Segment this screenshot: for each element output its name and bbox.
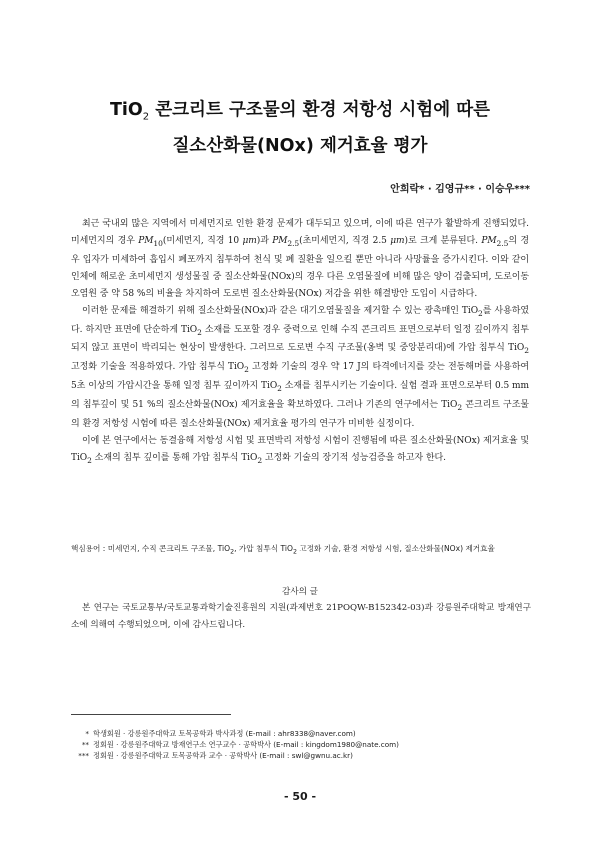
paper-title [40,96,560,160]
title-line-2: 질소산화물(NOx) 제거효율 평가 [172,135,428,156]
page-number: - 50 - [283,790,317,803]
keywords-label: 핵심용어 : [71,544,108,553]
title-line-1: TiO$_2$ 콘크리트 구조물의 환경 저항성 시험에 따른 [109,100,491,123]
paragraph-2: 이러한 문제를 해결하기 위해 질소산화물(NOx)과 같은 대기오염물질을 제거할 수 있는 광촉매인 TiO$_2$를 사용하였다. 하지만 표면에 단순하게 TiO$_2$ 소재를 도포할 경우 중력으로 인해 수직 콘크리트 표면으로부터 일정 깊이까지 침투되지 않고 표면이 박리되는 현상이 발생한다. 그러므로 도로변 수직 구조물(옹벽 및 중앙분리대)에 가압 침투식 TiO$_2$ 고정화 기술을 적용하였다. 가압 침투식 TiO$_2$ 고정화 기술의 경우 약 17 J의 타격에너지를 갖는 전동해머를 사용하여 5초 이상의 가압시간을 통해 일정 침투 깊이까지 TiO$_2$ 소재를 침투시키는 기술이다. 실험 결과 표면으로부터 0.5 mm의 침투깊이 및 51 %의 질소산화물(NOx) 제거효율을 확보하였다. 그러나 기존의 연구에서는 TiO$_2$ 콘크리트 구조물의 환경 저항성 시험에 따른 질소산화물(NOx) 제거효율 평가의 연구가 미비한 실정이다. [71,305,530,429]
author-list: 안희락* · 김영규** · 이승우*** [390,184,530,195]
paragraph-3: 이에 본 연구에서는 동결융해 저항성 시험 및 표면박리 저항성 시험이 진행됨에 따른 질소산화물(NOx) 제거효율 및 TiO$_2$ 소재의 침투 깊이를 통해 가압 침투식 TiO$_2$ 고정화 기술의 장기적 성능검증을 하고자 한다. [71,435,529,465]
footnote-divider [71,714,231,715]
footnote-2: ** 정회원 · 강릉원주대학교 방재연구소 연구교수 · 공학박사 (E-mail : kingdom1980@nate.com) [81,740,399,749]
abstract-body [71,216,529,468]
acknowledgment-text: 본 연구는 국토교통부/국토교통과학기술진흥원의 지원(과제번호 21POQW-B152342-03)과 강릉원주대학교 방재연구소에 의해여 수행되었으며, 이에 감사드립니다. [71,603,531,630]
footnote-3: *** 정회원 · 강릉원주대학교 토목공학과 교수 · 공학박사 (E-mail : swl@gwnu.ac.kr) [78,751,353,760]
keywords: 핵심용어 : 미세먼지, 수직 콘크리트 구조물, TiO$_2$, 가압 침투식 TiO$_2$ 고정화 기술, 환경 저항성 시험, 질소산화물(NOx) 제거효율 [71,544,495,556]
footnotes [75,728,535,761]
acknowledgment-heading: 감사의 글 [282,587,318,597]
paragraph-1: 최근 국내외 많은 지역에서 미세먼지로 인한 환경 문제가 대두되고 있으며, 이에 따른 연구가 활발하게 진행되었다. 미세먼지의 경우 $PM_{10}$(미세먼지, 직경 10 μm)과 $PM_{2.5}$(초미세먼지, 직경 2.5 μm)로 크게 분류된다. $PM_{2.5}$의 경우 입자가 미세하여 흡입시 폐포까지 침투하여 천식 및 폐 질환을 일으킬 뿐만 아니라 사망률을 증가시킨다. 이와 같이 인체에 해로운 초미세먼지 생성물질 중 질소산화물(NOx)의 경우 다른 오염물질에 비해 많은 양이 검출되며, 도로이동오염원 중 약 58 %의 비율을 차지하여 도로변 질소산화물(NOx) 저감을 위한 해결방안 도입이 시급하다. [71,219,529,299]
footnote-1: * 학생회원 · 강릉원주대학교 토목공학과 박사과정 (E-mail : ahr8338@naver.com) [85,729,356,738]
